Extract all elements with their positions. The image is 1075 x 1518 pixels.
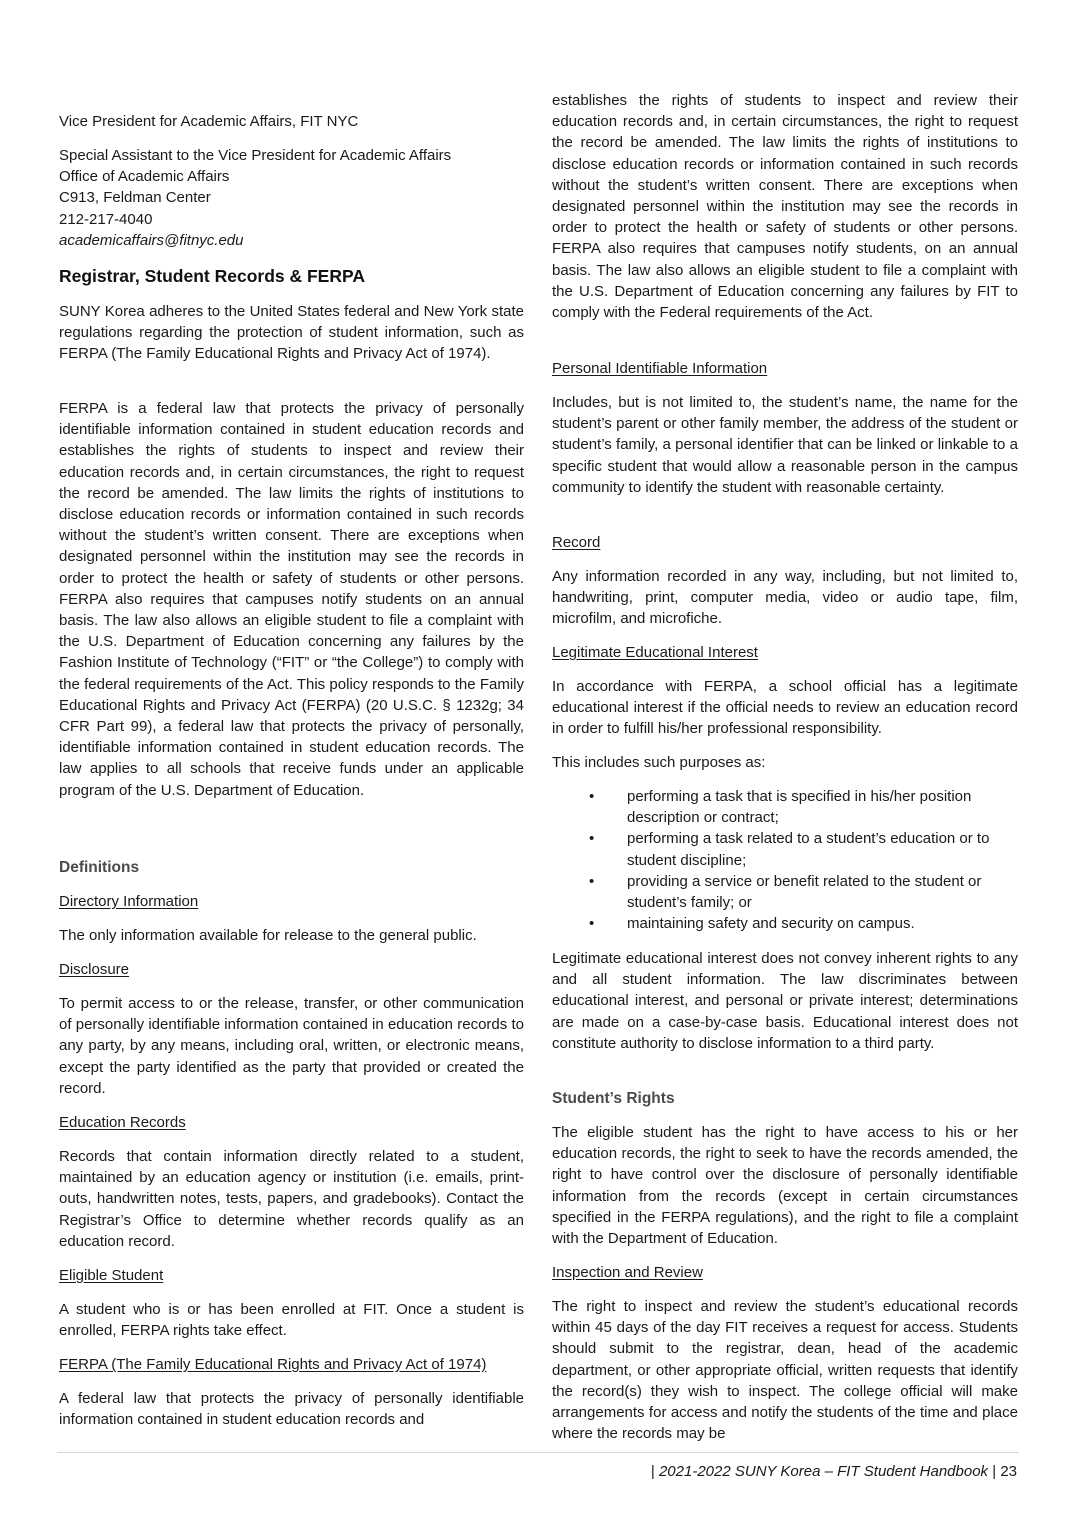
- inspection-heading: Inspection and Review: [552, 1264, 703, 1281]
- list-item: • maintaining safety and security on campus.: [552, 913, 1018, 934]
- definitions-heading: Definitions: [59, 859, 140, 876]
- intro-paragraph: SUNY Korea adheres to the United States federal and New York state regulations regarding the protection of student information, such as FERPA (The Family Educational Rights and Privacy Act of 1974).: [59, 303, 524, 363]
- bullet-icon: •: [589, 830, 595, 848]
- lei-text: In accordance with FERPA, a school official has a legitimate educational interest if the official needs to review an education record in order to fulfill his/her professional responsibility.: [552, 678, 1018, 738]
- eligible-student-heading: Eligible Student: [59, 1267, 164, 1284]
- bullet-icon: •: [589, 915, 595, 933]
- students-rights-heading: Student’s Rights: [552, 1090, 675, 1107]
- directory-info-text: The only information available for release to the general public.: [59, 927, 477, 944]
- contact-email-link[interactable]: academicaffairs@fitnyc.edu: [59, 231, 244, 249]
- ferpa-definition-heading: FERPA (The Family Educational Rights and Privacy Act of 1974): [59, 1356, 487, 1373]
- record-heading: Record: [552, 534, 601, 551]
- continued-paragraph: establishes the rights of students to inspect and review their education records and, in certain circumstances, the right to request the record be amended. The law limits the rights of institutions to disclose education records or information contained in such records without the student’s written consent. There are exceptions when designated personnel within the institution may see the records in order to protect the health or safety of students or other persons. FERPA also requires that campuses notify students, on an annual basis. The law also allows an eligible student to file a complaint with the U.S. Department of Education concerning any failures by FIT to comply with the Federal requirements of the Act.: [552, 92, 1018, 322]
- ferpa-paragraph: FERPA is a federal law that protects the privacy of personally identifiable information contained in student education records and establishes the rights of students to inspect and review their education records and, in certain circumstances, the right to request the record be amended. The law limits the rights of institutions to disclose education records or information contained in such records without the student’s written consent. There are exceptions when designated personnel within the institution may see the records in order to protect the health or safety of students or other persons. FERPA also requires that campuses notify students on an annual basis. The law also allows an eligible student to file a complaint with the U.S. Department of Education concerning any failures by the Fashion Institute of Technology (“FIT” or “the College”) to comply with the federal requirements of the Act. This policy responds to the Family Educational Rights and Privacy Act (FERPA) (20 U.S.C. § 1232g; 34 CFR Part 99), a federal law that protects the privacy of personally, identifiable information contained in student education records. The law applies to all schools that receive funds under an applicable program of the U.S. Department of Education.: [59, 400, 524, 799]
- students-rights-text: The eligible student has the right to have access to his or her education records, the right to seek to have the records amended, the right to have control over the disclosure of personally identifiable information from the records (except in certain circumstances specified in the FERPA regulations), and the right to file a complaint with the Department of Education.: [552, 1124, 1018, 1248]
- footer-divider: [57, 1452, 1019, 1453]
- contact-phone: 212-217-4040: [59, 210, 153, 228]
- disclosure-text: To permit access to or the release, transfer, or other communication of personally identifiable information contained in education records to any party, by any means, including oral, written, or electronic means, except the party identified as the party that provided or created the record.: [59, 995, 524, 1097]
- education-records-heading: Education Records: [59, 1114, 186, 1131]
- lei-note: Legitimate educational interest does not convey inherent rights to any and all student information. The law discriminates between educational interest, and personal or private interest; determinations are made on a case-by-case basis. Educational interest does not constitute authority to disclose information to a third party.: [552, 950, 1018, 1052]
- list-item: • performing a task that is specified in his/her position description or contract;: [589, 788, 972, 827]
- list-item: • performing a task related to a student’s education or to student discipline;: [589, 830, 990, 869]
- bullet-icon: •: [589, 872, 595, 890]
- vp-title: Vice President for Academic Affairs, FIT NYC: [59, 113, 359, 130]
- page-footer: [651, 1462, 1017, 1482]
- disclosure-heading: Disclosure: [59, 961, 130, 978]
- education-records-text: Records that contain information directly related to a student, maintained by an education agency or institution (i.e. emails, print-outs, handwritten notes, tests, papers, and gradebooks). Contact the Registrar’s Office to determine whether records qualify as an education record.: [59, 1148, 524, 1250]
- list-item: • providing a service or benefit related to the student or student’s family; or: [589, 872, 982, 912]
- pii-text: Includes, but is not limited to, the student’s name, the name for the student’s parent or other family member, the address of the student or student’s family, a personal identifier that can be linked or linkable to a specific student that would allow a reasonable person in the campus community to identify the student with reasonable certainty.: [552, 394, 1018, 496]
- page-number: 23: [1000, 1463, 1017, 1480]
- eligible-student-text: A student who is or has been enrolled at FIT. Once a student is enrolled, FERPA rights take effect.: [59, 1301, 524, 1340]
- contact-block: [59, 145, 524, 251]
- purposes-intro: This includes such purposes as:: [552, 754, 766, 771]
- footer-separator: |: [992, 1463, 997, 1480]
- directory-info-heading: Directory Information: [59, 893, 199, 910]
- contact-role: Special Assistant to the Vice President for Academic Affairs: [59, 147, 452, 164]
- purposes-list: [552, 786, 1018, 934]
- record-text: Any information recorded in any way, including, but not limited to, handwriting, print, computer media, video or audio tape, film, microfilm, and microfiche.: [552, 568, 1018, 628]
- ferpa-definition-text: A federal law that protects the privacy of personally identifiable information contained in student education records and: [59, 1390, 524, 1429]
- pii-heading: Personal Identifiable Information: [552, 360, 768, 377]
- lei-heading: Legitimate Educational Interest: [552, 644, 758, 661]
- section-heading: Registrar, Student Records & FERPA: [59, 266, 365, 286]
- inspection-text: The right to inspect and review the student’s educational records within 45 days of the day FIT receives a request for access. Students should submit to the registrar, dean, head of the academic department, or other appropriate official, written requests that identify the record(s) they wish to inspect. The college official will make arrangements for access and notify the students of the time and place where the records may be: [552, 1298, 1018, 1443]
- footer-handbook-title: 2021-2022 SUNY Korea – FIT Student Handbook: [658, 1463, 989, 1480]
- contact-office: Office of Academic Affairs: [59, 168, 230, 186]
- footer-separator: |: [650, 1463, 655, 1480]
- contact-location: C913, Feldman Center: [59, 189, 211, 207]
- bullet-icon: •: [589, 788, 595, 805]
